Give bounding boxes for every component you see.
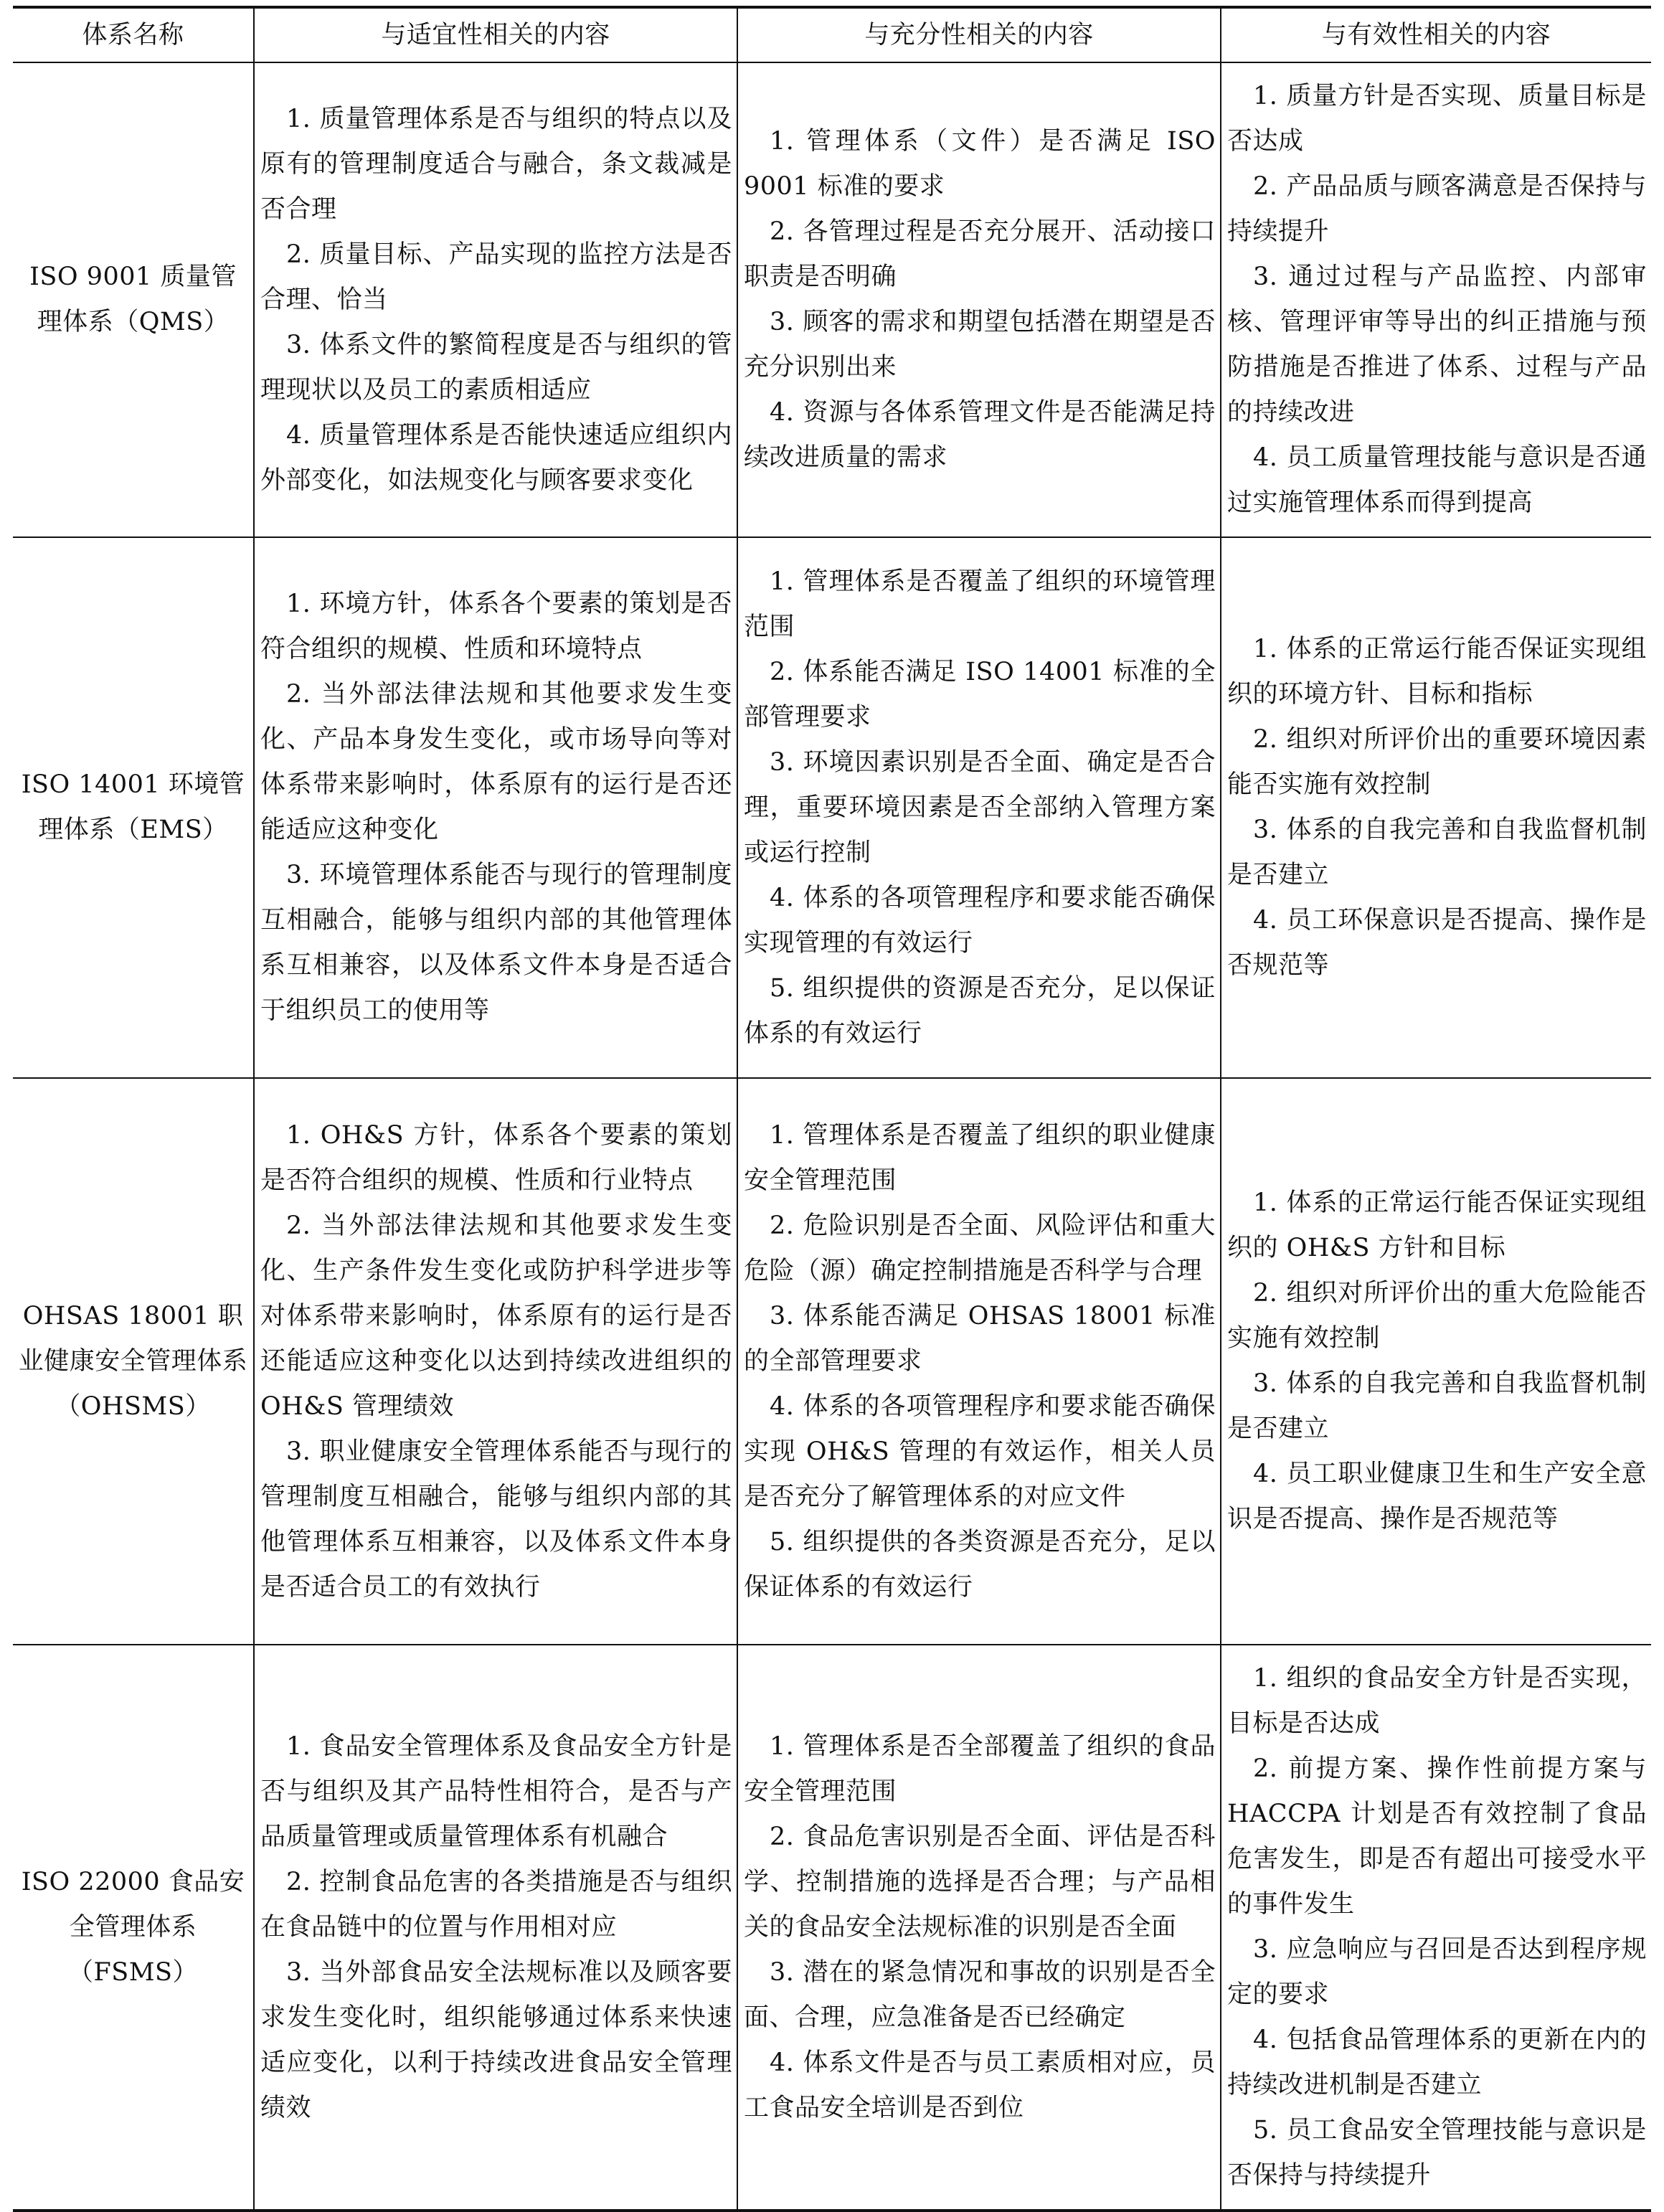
list-item: 4. 员工质量管理技能与意识是否通过实施管理体系而得到提高 [1227, 443, 1647, 517]
effectiveness-cell [1221, 1078, 1651, 1645]
list-item: 4. 体系文件是否与员工素质相对应，员工食品安全培训是否到位 [744, 2048, 1216, 2122]
list-item: 2. 产品品质与顾客满意是否保持与持续提升 [1227, 172, 1647, 246]
system-name-cell: ISO 22000 食品安全管理体系（FSMS） [13, 1645, 254, 2211]
list-item: 2. 危险识别是否全面、风险评估和重大危险（源）确定控制措施是否科学与合理 [744, 1211, 1216, 1285]
list-item: 2. 前提方案、操作性前提方案与 HACCPA 计划是否有效控制了食品危害发生，即是否有超出可接受水平的事件发生 [1227, 1754, 1647, 1919]
effectiveness-cell [1221, 1645, 1651, 2211]
list-item: 3. 环境管理体系能否与现行的管理制度互相融合，能够与组织内部的其他管理体系互相兼容，以及体系文件本身是否适合于组织员工的使用等 [260, 861, 732, 1025]
list-item: 1. 食品安全管理体系及食品安全方针是否与组织及其产品特性相符合，是否与产品质量管理或质量管理体系有机融合 [260, 1731, 732, 1851]
list-item: 1. 质量方针是否实现、质量目标是否达成 [1227, 82, 1647, 156]
system-name-cell: ISO 14001 环境管理体系（EMS） [13, 537, 254, 1078]
list-item: 1. 体系的正常运行能否保证实现组织的环境方针、目标和指标 [1227, 635, 1647, 709]
header-system-name: 体系名称 [13, 7, 254, 62]
table-row-fsms [13, 1645, 1651, 2211]
list-item: 5. 员工食品安全管理技能与意识是否保持与持续提升 [1227, 2116, 1647, 2190]
table-header-row [13, 7, 1651, 62]
header-suitability: 与适宜性相关的内容 [254, 7, 737, 62]
list-item: 3. 体系能否满足 OHSAS 18001 标准的全部管理要求 [744, 1301, 1216, 1376]
list-item: 4. 质量管理体系是否能快速适应组织内外部变化，如法规变化与顾客要求变化 [260, 420, 732, 495]
table-row-qms [13, 62, 1651, 537]
list-item: 1. 体系的正常运行能否保证实现组织的 OH&S 方针和目标 [1227, 1188, 1647, 1262]
header-effectiveness: 与有效性相关的内容 [1221, 7, 1651, 62]
list-item: 4. 员工环保意识是否提高、操作是否规范等 [1227, 906, 1647, 980]
list-item: 3. 顾客的需求和期望包括潜在期望是否充分识别出来 [744, 308, 1216, 382]
list-item: 1. 管理体系是否全部覆盖了组织的食品安全管理范围 [744, 1731, 1216, 1806]
adequacy-cell [737, 62, 1221, 537]
list-item: 3. 职业健康安全管理体系能否与现行的管理制度互相融合，能够与组织内部的其他管理体系互相兼容，以及体系文件本身是否适合员工的有效执行 [260, 1437, 732, 1602]
header-adequacy: 与充分性相关的内容 [737, 7, 1221, 62]
list-item: 2. 组织对所评价出的重要环境因素能否实施有效控制 [1227, 725, 1647, 799]
list-item: 2. 食品危害识别是否全面、评估是否科学、控制措施的选择是否合理；与产品相关的食品安全法规标准的识别是否全面 [744, 1822, 1216, 1942]
list-item: 2. 组织对所评价出的重大危险能否实施有效控制 [1227, 1279, 1647, 1353]
list-item: 2. 质量目标、产品实现的监控方法是否合理、恰当 [260, 240, 732, 314]
list-item: 2. 当外部法律法规和其他要求发生变化、生产条件发生变化或防护科学进步等对体系带来影响时，体系原有的运行是否还能适应这种变化以达到持续改进组织的 OH&S 管理绩效 [260, 1211, 732, 1421]
system-name-cell: ISO 9001 质量管理体系（QMS） [13, 62, 254, 537]
list-item: 2. 体系能否满足 ISO 14001 标准的全部管理要求 [744, 657, 1216, 732]
list-item: 3. 当外部食品安全法规标准以及顾客要求发生变化时，组织能够通过体系来快速适应变化，以利于持续改进食品安全管理绩效 [260, 1957, 732, 2122]
list-item: 2. 各管理过程是否充分展开、活动接口职责是否明确 [744, 217, 1216, 291]
list-item: 3. 环境因素识别是否全面、确定是否合理，重要环境因素是否全部纳入管理方案或运行控制 [744, 747, 1216, 867]
list-item: 3. 体系的自我完善和自我监督机制是否建立 [1227, 816, 1647, 889]
list-item: 1. 管理体系是否覆盖了组织的职业健康安全管理范围 [744, 1120, 1216, 1195]
adequacy-cell [737, 537, 1221, 1078]
list-item: 1. 环境方针，体系各个要素的策划是否符合组织的规模、性质和环境特点 [260, 590, 732, 663]
suitability-cell [254, 1078, 737, 1645]
list-item: 3. 通过过程与产品监控、内部审核、管理评审等导出的纠正措施与预防措施是否推进了体系、过程与产品的持续改进 [1227, 263, 1647, 427]
effectiveness-cell [1221, 537, 1651, 1078]
list-item: 4. 资源与各体系管理文件是否能满足持续改进质量的需求 [744, 398, 1216, 472]
list-item: 1. 管理体系（文件）是否满足 ISO 9001 标准的要求 [744, 127, 1216, 201]
list-item: 4. 员工职业健康卫生和生产安全意识是否提高、操作是否规范等 [1227, 1460, 1647, 1533]
suitability-cell [254, 537, 737, 1078]
adequacy-cell [737, 1645, 1221, 2211]
list-item: 1. OH&S 方针，体系各个要素的策划是否符合组织的规模、性质和行业特点 [260, 1120, 732, 1195]
list-item: 5. 组织提供的各类资源是否充分，足以保证体系的有效运行 [744, 1527, 1216, 1602]
table-row-ems [13, 537, 1651, 1078]
list-item: 2. 当外部法律法规和其他要求发生变化、产品本身发生变化，或市场导向等对体系带来影响时，体系原有的运行是否还能适应这种变化 [260, 680, 732, 844]
list-item: 1. 组织的食品安全方针是否实现，目标是否达成 [1227, 1664, 1647, 1738]
management-system-review-table [13, 6, 1651, 2212]
list-item: 3. 应急响应与召回是否达到程序规定的要求 [1227, 1935, 1647, 2009]
list-item: 3. 潜在的紧急情况和事故的识别是否全面、合理，应急准备是否已经确定 [744, 1957, 1216, 2032]
list-item: 3. 体系的自我完善和自我监督机制是否建立 [1227, 1369, 1647, 1443]
list-item: 1. 质量管理体系是否与组织的特点以及原有的管理制度适合与融合，条文裁减是否合理 [260, 104, 732, 224]
suitability-cell [254, 62, 737, 537]
list-item: 5. 组织提供的资源是否充分，足以保证体系的有效运行 [744, 973, 1216, 1048]
effectiveness-cell [1221, 62, 1651, 537]
adequacy-cell [737, 1078, 1221, 1645]
list-item: 4. 体系的各项管理程序和要求能否确保实现 OH&S 管理的有效运作，相关人员是否充分了解管理体系的对应文件 [744, 1391, 1216, 1511]
system-name-cell: OHSAS 18001 职业健康安全管理体系（OHSMS） [13, 1078, 254, 1645]
suitability-cell [254, 1645, 737, 2211]
table-row-ohsms [13, 1078, 1651, 1645]
list-item: 1. 管理体系是否覆盖了组织的环境管理范围 [744, 567, 1216, 641]
list-item: 4. 体系的各项管理程序和要求能否确保实现管理的有效运行 [744, 883, 1216, 958]
list-item: 4. 包括食品管理体系的更新在内的持续改进机制是否建立 [1227, 2026, 1647, 2099]
list-item: 2. 控制食品危害的各类措施是否与组织在食品链中的位置与作用相对应 [260, 1867, 732, 1942]
list-item: 3. 体系文件的繁简程度是否与组织的管理现状以及员工的素质相适应 [260, 330, 732, 405]
